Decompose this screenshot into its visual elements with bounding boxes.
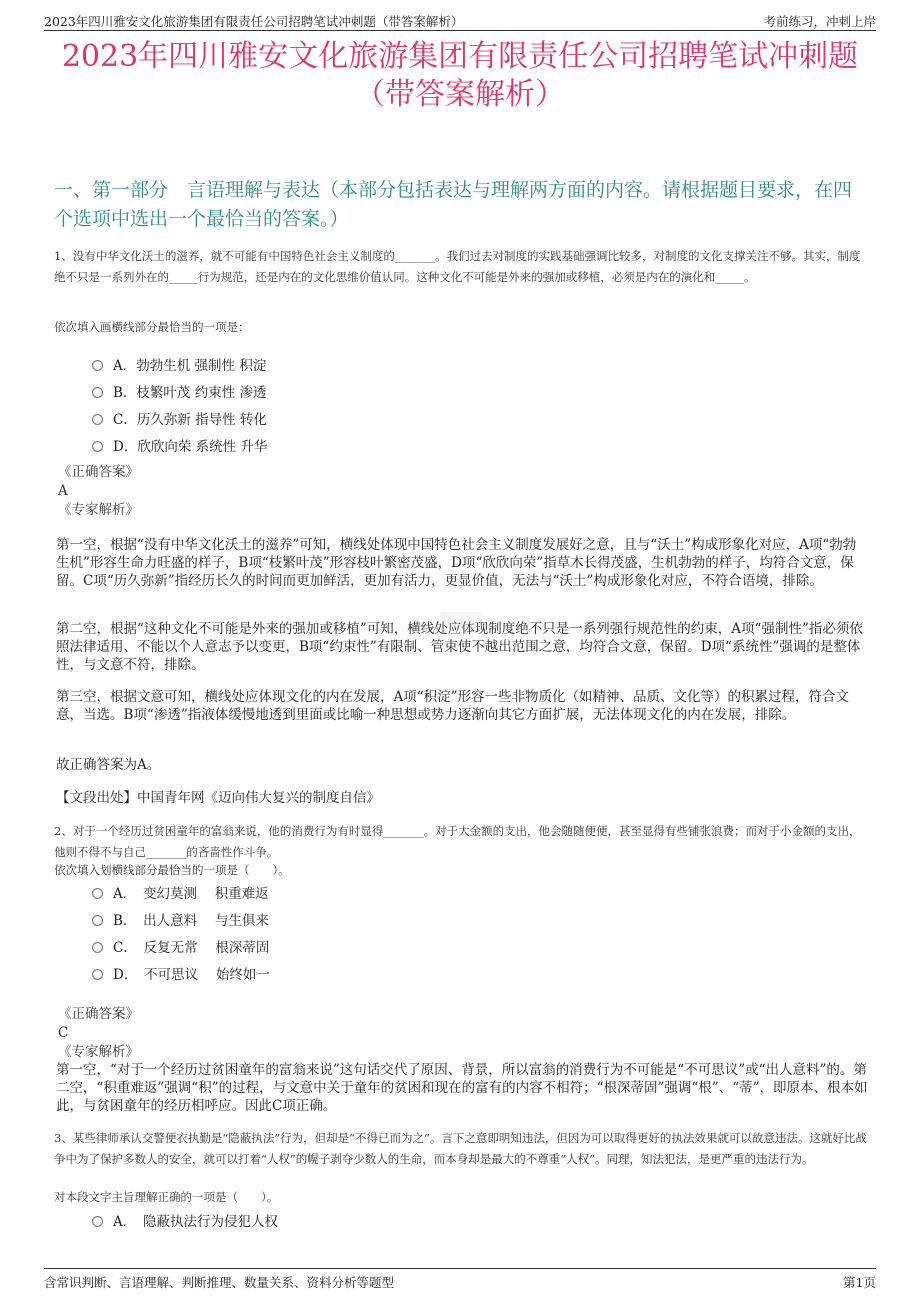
radio-icon[interactable] [92,414,103,425]
section-heading: 一、第一部分 言语理解与表达（本部分包括表达与理解两方面的内容。请根据题目要求，在四个选项中选出一个最恰当的答案。） [54,179,853,230]
q1-analysis-conclusion: 故正确答案为A。 [56,757,161,773]
q1-analysis-paragraph: 第二空，根据“这种文化不可能是外来的强加或移植”可知，横线处应体现制度绝不只是一系列强行规范性的约束，A项“强制性”指必须依照法律适用、不能以个人意志予以变更，B项“约束性”有限制、管束使不越出范围之意，均符合文意，保留。D项“系统性”强调的是整体性，与文意不符，排除。 [56,621,863,673]
radio-icon[interactable] [92,915,103,926]
q2-prompt: 依次填入划横线部分最恰当的一项是（ ）。 [54,863,290,877]
q1-option-a[interactable]: A．勃勃生机 强制性 积淀 [92,350,267,377]
q2-option-c[interactable]: C． 反复无常 根深蒂固 [92,932,270,959]
radio-icon[interactable] [92,360,103,371]
q1-prompt: 依次填入画横线部分最恰当的一项是： [54,320,250,334]
q1-options [92,350,267,458]
title-line-1: 2023年四川雅安文化旅游集团有限责任公司招聘笔试冲刺题 [61,39,859,74]
q2-answer: C [58,1025,69,1041]
page-footer [44,1268,876,1291]
radio-icon[interactable] [92,888,103,899]
q1-stem: 1、没有中华文化沃土的滋养，就不可能有中国特色社会主义制度的_______。我们过去对制度的实践基础强调比较多，对制度的文化支撑关注不够。其实，制度绝不只是一系列外在的_____行为规范，还是内在的文化思维价值认同。这种文化不可能是外来的强加或移植，必须是内在的演化和_____。 [54,249,861,284]
q1-analysis-label: 《专家解析》 [58,502,139,518]
q2-options [92,878,270,986]
q1-answer-label: 《正确答案》 [58,464,139,480]
q1-option-c[interactable]: C．历久弥新 指导性 转化 [92,404,267,431]
q2-option-a[interactable]: A． 变幻莫测 积重难返 [92,878,270,905]
q1-option-b[interactable]: B．枝繁叶茂 约束性 渗透 [92,377,267,404]
q1-option-d[interactable]: D．欣欣向荣 系统性 升华 [92,431,267,458]
document-title [40,38,880,114]
q3-options [92,1206,278,1233]
radio-icon[interactable] [92,387,103,398]
q1-analysis-paragraph: 第一空，根据“没有中华文化沃土的滋养”可知，横线处体现中国特色社会主义制度发展好之意，且与“沃土”构成形象化对应，A项“勃勃生机”形容生命力旺盛的样子，B项“枝繁叶茂”形容枝叶繁密茂盛，D项“欣欣向荣”指草木长得茂盛，生机勃勃的样子，均符合文意，保留。C项“历久弥新”指经历长久的时间而更加鲜活，更加有活力，更显价值，无法与“沃土”构成形象化对应，不符合语境，排除。 [56,537,857,589]
header-doc-title: 2023年四川雅安文化旅游集团有限责任公司招聘笔试冲刺题（带答案解析） [44,14,464,29]
radio-icon[interactable] [92,1216,103,1227]
q3-option-a[interactable]: A． 隐蔽执法行为侵犯人权 [92,1206,278,1233]
radio-icon[interactable] [92,441,103,452]
q1-analysis-paragraph: 第三空，根据文意可知，横线处应体现文化的内在发展，A项“积淀”形容一些非物质化（如精神、品质、文化等）的积累过程，符合文意，当选。B项“渗透”指液体缓慢地透到里面或比喻一种思想或势力逐渐向其它方面扩展，无法体现文化的内在发展，排除。 [56,689,850,723]
q2-answer-label: 《正确答案》 [58,1006,139,1022]
q1-answer: A [58,483,68,499]
q2-analysis-label: 《专家解析》 [58,1044,139,1060]
page-header [44,10,876,31]
watermark [440,612,482,628]
q3-stem: 3、某些律师承认交警便衣执勤是“隐蔽执法”行为，但却是“不得已而为之”。言下之意即明知违法，但因为可以取得更好的执法效果就可以故意违法。这就好比战争中为了保护多数人的安全，就可以打着“人权”的幌子剥夺少数人的生命，而本身却是最大的不尊重“人权”。同理，知法犯法，是更严重的违法行为。 [54,1131,867,1166]
q2-option-b[interactable]: B． 出人意料 与生俱来 [92,905,270,932]
header-slogan: 考前练习，冲刺上岸 [763,14,876,29]
radio-icon[interactable] [92,969,103,980]
q2-option-d[interactable]: D． 不可思议 始终如一 [92,959,270,986]
footer-topics: 含常识判断、言语理解、判断推理、数量关系、资料分析等题型 [44,1275,395,1290]
radio-icon[interactable] [92,942,103,953]
page-number: 第1页 [843,1275,876,1290]
title-line-2: （带答案解析） [355,77,565,112]
q2-analysis-paragraph: 第一空，“对于一个经历过贫困童年的富翁来说”这句话交代了原因、背景，所以富翁的消费行为不可能是“不可思议”或“出人意料”的。第二空，“积重难返”强调“积”的过程，与文意中关于童年的贫困和现在的富有的内容不相符；“根深蒂固”强调“根”、“蒂”，即原本、根本如此，与贫困童年的经历相呼应。因此C项正确。 [56,1062,868,1114]
q2-stem: 2、对于一个经历过贫困童年的富翁来说，他的消费行为有时显得_______。对于大金额的支出，他会随随便便，甚至显得有些铺张浪费；而对于小金额的支出，他则不得不与自己_______的吝啬性作斗争。 [54,824,861,859]
q3-prompt: 对本段文字主旨理解正确的一项是（ ）。 [54,1190,279,1204]
q1-source: 【文段出处】中国青年网《迈向伟大复兴的制度自信》 [56,790,380,806]
